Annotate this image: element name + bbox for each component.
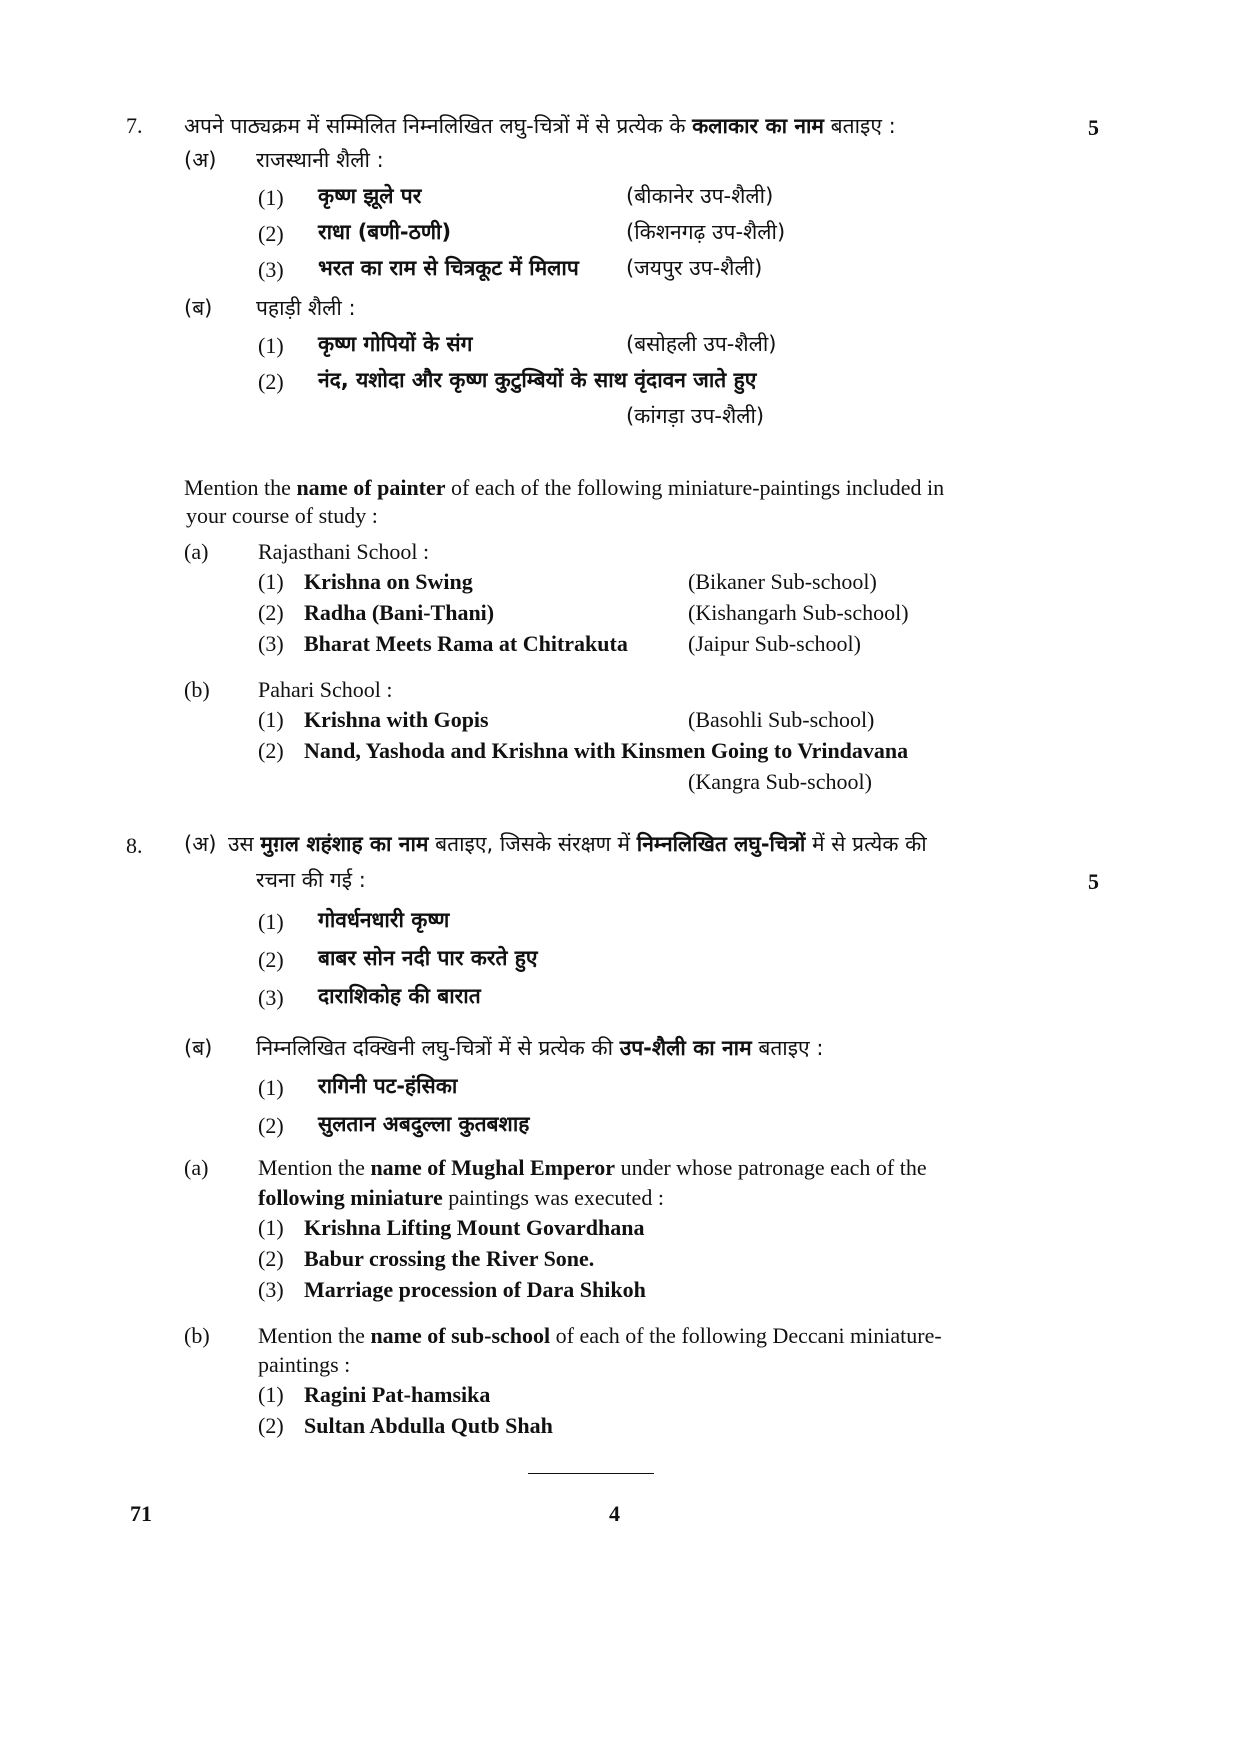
q7-number: 7. (126, 113, 143, 138)
q7-en-intro-bold: name of painter (296, 475, 446, 500)
q7-hi-a1-title: कृष्ण झूले पर (318, 184, 422, 208)
q8-en-a3-title: Marriage procession of Dara Shikoh (304, 1277, 646, 1302)
q7-hi-a1-school: (बीकानेर उप-शैली) (626, 184, 774, 208)
q7-hi-a3-title: भरत का राम से चित्रकूट में मिलाप (318, 256, 579, 280)
q7-hi-b2-title: नंद, यशोदा और कृष्ण कुटुम्बियों के साथ वृंदावन जाते हुए (318, 368, 757, 392)
q8-en-b1-title: Ragini Pat-hamsika (304, 1382, 491, 1407)
q7-hi-a2-title: राधा (बणी-ठणी) (318, 220, 452, 244)
q7-hi-a3-num: (3) (258, 257, 284, 282)
q7-en-intro-line2: your course of study : (186, 503, 378, 528)
q7-hi-b1-school: (बसोहली उप-शैली) (626, 332, 777, 356)
q8-en-a-p3: paintings was executed : (442, 1185, 664, 1210)
q8-marks: 5 (1088, 869, 1099, 894)
q7-hi-intro-post: बताइए : (823, 114, 896, 138)
q8-en-b-text (258, 1322, 942, 1350)
q8-hi-b-b1: उप-शैली का नाम (619, 1036, 752, 1060)
q7-en-b-title: Pahari School : (258, 677, 393, 702)
q7-en-b1-title: Krishna with Gopis (304, 707, 489, 732)
q7-en-b2-title: Nand, Yashoda and Krishna with Kinsmen Going to Vrindavana (304, 738, 909, 763)
footer-page-number: 4 (609, 1501, 620, 1526)
q8-hi-b2-title: सुलतान अबदुल्ला कुतबशाह (318, 1112, 530, 1136)
q7-en-intro (184, 474, 944, 502)
q8-hi-b-p1: निम्नलिखित दक्खिनी लघु-चित्रों में से प्रत्येक की (256, 1036, 620, 1060)
q7-hi-b1-title: कृष्ण गोपियों के संग (318, 332, 473, 356)
q7-hi-a-title: राजस्थानी शैली : (256, 148, 384, 172)
q7-hi-b-label: (ब) (184, 296, 213, 320)
q8-en-a-p2: under whose patronage each of the (615, 1155, 927, 1180)
q7-en-a3-num: (3) (258, 631, 284, 656)
q7-hi-b-title: पहाड़ी शैली : (256, 296, 356, 320)
q7-hi-b2-school: (कांगड़ा उप-शैली) (626, 404, 765, 428)
q7-hi-a1-num: (1) (258, 185, 284, 210)
q8-en-a-text (258, 1154, 927, 1182)
q7-en-intro-pre: Mention the (184, 475, 297, 500)
q7-en-a1-num: (1) (258, 569, 284, 594)
q8-hi-b1-title: रागिनी पट-हंसिका (318, 1074, 458, 1098)
q8-hi-a3-title: दाराशिकोह की बारात (318, 984, 481, 1008)
q8-en-a2-num: (2) (258, 1246, 284, 1271)
q7-hi-a2-school: (किशनगढ़ उप-शैली) (626, 220, 786, 244)
q8-hi-a-p3: में से प्रत्येक की (805, 832, 927, 856)
q8-hi-b-text (256, 1034, 823, 1062)
q7-marks: 5 (1088, 115, 1099, 140)
q8-hi-a-b2: निम्नलिखित लघु-चित्रों (636, 832, 806, 856)
q7-en-a3-title: Bharat Meets Rama at Chitrakuta (304, 631, 628, 656)
q8-en-a-text-line2 (258, 1184, 664, 1212)
q8-hi-b1-num: (1) (258, 1075, 284, 1100)
q8-en-a1-num: (1) (258, 1215, 284, 1240)
q7-hi-b1-num: (1) (258, 333, 284, 358)
q7-en-a2-title: Radha (Bani-Thani) (304, 600, 495, 625)
q8-en-b-label: (b) (184, 1323, 210, 1348)
q8-en-a2-title: Babur crossing the River Sone. (304, 1246, 595, 1271)
q8-hi-a-label: (अ) (184, 832, 217, 856)
q8-hi-a2-title: बाबर सोन नदी पार करते हुए (318, 946, 538, 970)
q8-hi-a-line2: रचना की गई : (256, 868, 366, 892)
q7-hindi-intro (184, 112, 896, 140)
q7-en-a1-title: Krishna on Swing (304, 569, 473, 594)
q7-hi-a-label: (अ) (184, 148, 217, 172)
q8-hi-a2-num: (2) (258, 947, 284, 972)
q8-hi-a-text (228, 830, 927, 858)
q8-en-b-b1: name of sub-school (370, 1323, 551, 1348)
q7-en-a2-school: (Kishangarh Sub-school) (688, 600, 909, 625)
q7-en-a3-school: (Jaipur Sub-school) (688, 631, 861, 656)
q8-hi-a-p2: बताइए, जिसके संरक्षण में (428, 832, 637, 856)
q8-en-b2-title: Sultan Abdulla Qutb Shah (304, 1413, 553, 1438)
q8-hi-a1-num: (1) (258, 909, 284, 934)
q7-en-a-label: (a) (184, 539, 209, 564)
end-rule (528, 1473, 654, 1474)
q7-hi-a2-num: (2) (258, 221, 284, 246)
q8-hi-a-b1: मुग़ल शहंशाह का नाम (260, 832, 429, 856)
q8-en-b-line2: paintings : (258, 1352, 351, 1377)
footer-code: 71 (130, 1501, 152, 1526)
q8-en-a-b2: following miniature (258, 1185, 443, 1210)
q7-en-a-title: Rajasthani School : (258, 539, 430, 564)
q8-hi-a-p1: उस (228, 832, 261, 856)
q7-en-a1-school: (Bikaner Sub-school) (688, 569, 877, 594)
q8-hi-a3-num: (3) (258, 985, 284, 1010)
q8-number: 8. (126, 833, 143, 858)
q8-en-b1-num: (1) (258, 1382, 284, 1407)
q7-en-a2-num: (2) (258, 600, 284, 625)
q8-hi-b-label: (ब) (184, 1036, 213, 1060)
q8-en-a3-num: (3) (258, 1277, 284, 1302)
q8-en-a1-title: Krishna Lifting Mount Govardhana (304, 1215, 645, 1240)
q8-hi-b2-num: (2) (258, 1113, 284, 1138)
q8-hi-b-p2: बताइए : (751, 1036, 824, 1060)
q7-en-b2-num: (2) (258, 738, 284, 763)
q7-en-b1-num: (1) (258, 707, 284, 732)
q8-en-a-b1: name of Mughal Emperor (370, 1155, 616, 1180)
q8-hi-a1-title: गोवर्धनधारी कृष्ण (318, 908, 450, 932)
q8-en-a-p1: Mention the (258, 1155, 371, 1180)
q7-hi-intro-pre: अपने पाठ्यक्रम में सम्मिलित निम्नलिखित लघु-चित्रों में से प्रत्येक के (184, 114, 693, 138)
q7-hi-a3-school: (जयपुर उप-शैली) (626, 256, 763, 280)
q8-en-a-label: (a) (184, 1155, 209, 1180)
q7-en-intro-post: of each of the following miniature-paintings included in (445, 475, 945, 500)
q7-hi-b2-num: (2) (258, 369, 284, 394)
q7-en-b2-school: (Kangra Sub-school) (688, 769, 872, 794)
q7-hi-intro-bold: कलाकार का नाम (692, 114, 824, 138)
q8-en-b-p1: Mention the (258, 1323, 371, 1348)
q7-en-b-label: (b) (184, 677, 210, 702)
q8-en-b-p2: of each of the following Deccani miniature- (550, 1323, 942, 1348)
q8-en-b2-num: (2) (258, 1413, 284, 1438)
q7-en-b1-school: (Basohli Sub-school) (688, 707, 875, 732)
